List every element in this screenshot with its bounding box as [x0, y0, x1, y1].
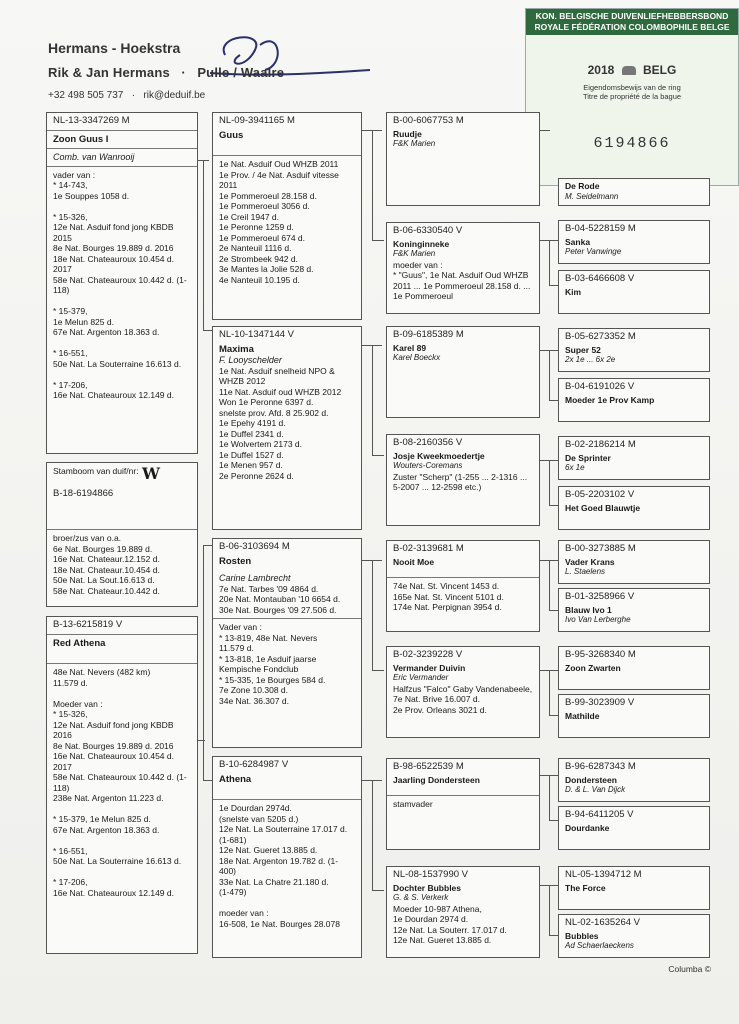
connector: [549, 240, 550, 285]
ring-number: NL-13-3347269 M: [53, 115, 130, 126]
connector: [549, 460, 550, 505]
g4-card: [558, 588, 710, 632]
results-notes: Moeder 10-987 Athena, 1e Dourdan 2974 d. 12e Nat. La Souterr. 17.017 d. 12e Nat. Gueret 13.885 d.: [393, 903, 507, 945]
ring-number: NL-08-1537990 V: [393, 869, 468, 880]
breeder-name: Comb. van Wanrooij: [53, 152, 135, 162]
pigeon-name: Bubbles: [565, 930, 599, 941]
ring-number: B-06-3103694 M: [219, 541, 290, 552]
pigeon-name: Guus: [219, 129, 244, 141]
subject-card: [46, 462, 198, 607]
g4-card: [558, 486, 710, 530]
connector: [372, 670, 384, 671]
federation-title-nl: KON. BELGISCHE DUIVENLIEFHEBBERSBOND: [535, 11, 729, 21]
ring-number: B-08-2160356 V: [393, 437, 463, 448]
connector: [372, 455, 384, 456]
pigeon-name: Kim: [565, 286, 582, 297]
connector: [549, 505, 558, 506]
breeder-name: 6x 1e: [565, 463, 585, 472]
pigeon-name: The Force: [565, 882, 606, 893]
mother-card: [46, 616, 198, 954]
ring-number: B-06-6330540 V: [393, 225, 463, 236]
connector: [203, 545, 204, 780]
ring-number: NL-05-1394712 M: [565, 869, 642, 880]
connector: [549, 775, 550, 820]
divider: [47, 166, 197, 167]
ring-number: B-99-3023909 V: [565, 697, 635, 708]
grandparent-card: [212, 538, 362, 748]
breeder-name: M. Seidelmann: [565, 191, 619, 201]
divider: [213, 155, 361, 156]
pigeon-name: Het Goed Blauwtje: [565, 502, 641, 513]
pigeon-name: Blauw Ivo 1: [565, 604, 612, 615]
breeder-name: Carine Lambrecht: [219, 573, 291, 583]
header-separator: ·: [181, 65, 186, 80]
ring-number: B-04-5228159 M: [565, 223, 636, 234]
connector: [372, 240, 384, 241]
g4-card: [558, 758, 710, 802]
connector: [549, 935, 558, 936]
g4-card: [558, 540, 710, 584]
pigeon-name: De Rode: [565, 181, 600, 191]
divider: [387, 577, 539, 578]
results-notes: 74e Nat. St. Vincent 1453 d. 165e Nat. St. Vincent 5101 d. 174e Nat. Perpignan 3954 d.: [393, 581, 504, 612]
pigeon-name: Dochter Bubbles: [393, 882, 462, 893]
ring-number: B-05-2203102 V: [565, 489, 635, 500]
g4-card: [558, 378, 710, 422]
stamp-ring-number: 6194866: [593, 135, 671, 152]
great-grandparent-card: [386, 112, 540, 206]
phone-number: +32 498 505 737: [48, 90, 124, 101]
email-address: rik@deduif.be: [143, 90, 206, 101]
great-grandparent-card: [386, 758, 540, 850]
father-card: [46, 112, 198, 454]
connector: [549, 285, 558, 286]
handwritten-mark: W: [142, 464, 160, 483]
ring-number: B-94-6411205 V: [565, 809, 634, 820]
pigeon-name: Zoon Zwarten: [565, 662, 621, 673]
divider: [47, 148, 197, 149]
offspring-notes: Vader van : * 13-819, 48e Nat. Nevers 11.579 d. * 13-818, 1e Asduif jaarse Kempische Fondclub * 15-335, 1e Bourges 584 d. 7e Zone 10.308 d. 34e Nat. 36.307 d.: [219, 622, 326, 706]
pigeon-name: Vermander Duivin: [393, 662, 466, 673]
divider: [213, 799, 361, 800]
header-contact: [48, 90, 205, 101]
header-subtitle: [48, 65, 284, 80]
breeder-name: Eric Vermander: [393, 673, 449, 682]
pigeon-name: Nooit Moe: [393, 556, 435, 567]
ring-certificate-sticker: [525, 8, 739, 186]
connector: [549, 820, 558, 821]
connector: [372, 345, 373, 455]
results-notes: 1e Nat. Asduif snelheid NPO & WHZB 2012 11e Nat. Asduif oud WHZB 2012 Won 1e Peronne 6397 d. snelste prov. Afd. 8 25.902 d. 1e Epehy 4191 d. 1e Duffel 2341 d. 1e Wolvertem 2173 d. 1e Duffel 1527 d. 1e Menen 957 d. 2e Peronne 2624 d.: [219, 365, 342, 481]
breeder-name: Karel Boeckx: [393, 353, 441, 362]
pigeon-name: Sanka: [565, 236, 591, 247]
g4-card: [558, 694, 710, 738]
grandparent-card: [212, 112, 362, 320]
connector: [372, 130, 373, 240]
federation-title-fr: ROYALE FÉDÉRATION COLOMBOPHILE BELGE: [534, 22, 730, 32]
results-notes: moeder van : * "Guus", 1e Nat. Asduif Oud WHZB 2011 ... 1e Pommeroeul 28.158 d. ... 1e Pommeroeul: [393, 259, 531, 301]
results-notes: stamvader: [393, 799, 433, 809]
ring-number: NL-02-1635264 V: [565, 917, 640, 928]
connector: [549, 885, 550, 935]
results-notes: Zuster "Scherp" (1-255 ... 2-1316 ... 5-2007 ... 12-2598 etc.): [393, 471, 528, 492]
pigeon-name: Dourdanke: [565, 822, 610, 833]
ring-number: B-95-3268340 M: [565, 649, 636, 660]
breeder-name: L. Staelens: [565, 567, 606, 576]
stamp-line-fr: Titre de propriété de la bague: [582, 92, 682, 101]
ring-number: B-10-6284987 V: [219, 759, 289, 770]
g4-card: [558, 914, 710, 958]
great-grandparent-card: [386, 434, 540, 526]
header-name: Hermans - Hoekstra: [48, 40, 181, 56]
grandparent-card: [212, 326, 362, 530]
pigeon-name: De Sprinter: [565, 452, 611, 463]
breeder-name: Ivo Van Lerberghe: [565, 615, 631, 624]
stamp-subtitle: [526, 83, 738, 101]
footer-credit: Columba ©: [668, 964, 711, 974]
pigeon-name: Zoon Guus I: [53, 133, 109, 145]
great-grandparent-card: [386, 646, 540, 738]
pigeon-name: Super 52: [565, 344, 601, 355]
connector: [549, 610, 558, 611]
subject-heading: Stamboom van duif/nr:: [53, 466, 139, 476]
ring-number: B-00-3273885 M: [565, 543, 636, 554]
breeder-name: 2x 1e ... 6x 2e: [565, 355, 616, 364]
connector: [540, 130, 550, 131]
contact-separator: ·: [131, 90, 136, 101]
g4-card: [558, 806, 710, 850]
grandparent-card: [212, 756, 362, 958]
ring-number: NL-09-3941165 M: [219, 115, 295, 126]
divider: [213, 618, 361, 619]
g4-card: [558, 646, 710, 690]
stamp-country: BELG: [643, 63, 677, 77]
header-location: Pulle / Waalre: [197, 65, 285, 80]
divider: [47, 529, 197, 530]
subject-ring-number: B-18-6194866: [53, 487, 114, 499]
breeder-name: F&K Marien: [393, 249, 436, 258]
ring-number: B-98-6522539 M: [393, 761, 464, 772]
ring-number: B-03-6466608 V: [565, 273, 635, 284]
breeder-name: Ad Schaerlaeckens: [565, 941, 634, 950]
ring-number: B-96-6287343 M: [565, 761, 636, 772]
connector: [372, 890, 384, 891]
breeder-name: D. & L. Van Dijck: [565, 785, 626, 794]
pigeon-name: Athena: [219, 773, 252, 785]
federation-banner: [526, 9, 738, 35]
ring-number: B-00-6067753 M: [393, 115, 464, 126]
divider: [387, 795, 539, 796]
results-notes: 1e Nat. Asduif Oud WHZB 2011 1e Prov. / 4e Nat. Asduif vitesse 2011 1e Pommeroeul 28.158 d. 1e Pommeroeul 3056 d. 1e Creil 1947 d. 1e Peronne 1259 d. 1e Pommeroeul 674 d. 2e Nanteuil 1116 d. 2e Strombeek 942 d. 3e Mantes la Jolie 528 d. 4e Nanteuil 10.195 d.: [219, 159, 339, 285]
ring-number: B-04-6191026 V: [565, 381, 635, 392]
ring-number: B-02-2186214 M: [565, 439, 636, 450]
ring-number: NL-10-1347144 V: [219, 329, 294, 340]
pigeon-name: Karel 89: [393, 342, 427, 353]
breeder-name: F. Looyschelder: [219, 355, 282, 365]
results-notes: 48e Nat. Nevers (482 km) 11.579 d. Moeder van : * 15-326, 12e Nat. Asduif fond jong KBDB 2016 8e Nat. Bourges 19.889 d. 2016 16e Nat. Chateauroux 10.454 d. 2017 58e Nat. Chateauroux 10.442 d. (1-118) 238e Nat. Argenton 11.223 d. * 15-379, 1e Melun 825 d. 67e Nat. Argenton 18.363 d. * 16-551, 50e Nat. La Souterraine 16.613 d. * 17-206, 16e Nat. Chateauroux 12.149 d.: [53, 667, 187, 898]
pigeon-name: Koninginneke: [393, 238, 450, 249]
pigeon-name: Moeder 1e Prov Kamp: [565, 394, 655, 405]
connector: [549, 400, 558, 401]
sibling-results: broer/zus van o.a. 6e Nat. Bourges 19.889 d. 16e Nat. Chateaur.12.152 d. 18e Nat. Chateaur.10.454 d. 50e Nat. La Sout.16.613 d. 58e Nat. Chateaur.10.442 d.: [53, 533, 160, 596]
ring-number: B-02-3139681 M: [393, 543, 464, 554]
connector: [549, 350, 550, 400]
great-grandparent-card: [386, 866, 540, 958]
ring-number: B-02-3239228 V: [393, 649, 463, 660]
breeder-name: G. & S. Verkerk: [393, 893, 449, 902]
pigeon-name: Red Athena: [53, 637, 106, 649]
pigeon-name: Josje Kweekmoedertje: [393, 450, 485, 461]
pigeon-name: Vader Krans: [565, 556, 615, 567]
header-owners: Rik & Jan Hermans: [48, 65, 170, 80]
divider: [47, 634, 197, 635]
pigeon-name: Rosten: [219, 555, 252, 567]
great-grandparent-card: [386, 326, 540, 418]
crown-icon: [622, 66, 636, 75]
divider: [47, 130, 197, 131]
g4-card: [558, 178, 710, 206]
ring-number: B-09-6185389 M: [393, 329, 464, 340]
stamp-year: 2018: [587, 63, 615, 77]
pigeon-name: Mathilde: [565, 710, 600, 721]
connector: [372, 560, 373, 670]
ring-number: B-13-6215819 V: [53, 619, 123, 630]
connector: [372, 780, 373, 890]
results-notes: 1e Dourdan 2974d. (snelste van 5205 d.) 12e Nat. La Souterraine 17.017 d. (1-681) 12e Nat. Gueret 13.885 d. 18e Nat. Argenton 19.782 d. (1-400) 33e Nat. La Chatre 21.180 d. (1-479) moeder van : 16-508, 1e Nat. Bourges 28.078: [219, 803, 348, 929]
g4-card: [558, 866, 710, 910]
breeder-name: Wouters-Coremans: [393, 461, 463, 470]
g4-card: [558, 328, 710, 372]
connector: [549, 560, 550, 610]
ring-number: B-05-6273352 M: [565, 331, 636, 342]
pigeon-name: Ruudje: [393, 128, 422, 139]
pigeon-name: Dondersteen: [565, 774, 617, 785]
divider: [47, 663, 197, 664]
great-grandparent-card: [386, 222, 540, 314]
stamp-line-nl: Eigendomsbewijs van de ring: [583, 83, 681, 92]
breeder-name: F&K Marien: [393, 139, 436, 148]
pigeon-name: Jaarling Dondersteen: [393, 774, 480, 785]
pigeon-name: Maxima: [219, 343, 254, 355]
stamp-year-country: [526, 63, 738, 77]
great-grandparent-card: [386, 540, 540, 632]
results-notes: vader van : * 14-743, 1e Souppes 1058 d. * 15-326, 12e Nat. Asduif fond jong KBDB 2015 8e Nat. Bourges 19.889 d. 2016 18e Nat. Chateauroux 10.454 d. 2017 58e Nat. Chateauroux 10.442 d. (1-118) * 15-379, 1e Melun 825 d. 67e Nat. Argenton 18.363 d. * 16-551, 50e Nat. La Souterraine 16.613 d. * 17-206, 16e Nat. Chateauroux 12.149 d.: [53, 169, 187, 400]
ring-number: B-01-3258966 V: [565, 591, 635, 602]
connector: [549, 715, 558, 716]
g4-card: [558, 270, 710, 314]
connector: [203, 160, 204, 330]
g4-card: [558, 436, 710, 480]
g4-card: [558, 220, 710, 264]
results-notes: Halfzus "Falco" Gaby Vandenabeele, 7e Nat. Brive 16.007 d. 2e Prov. Orleans 3021 d.: [393, 683, 533, 715]
connector: [549, 670, 550, 715]
results-notes: 7e Nat. Tarbes '09 4864 d. 20e Nat. Montauban '10 6654 d. 30e Nat. Bourges '09 27.506 d.: [219, 583, 341, 615]
breeder-name: Peter Vanwinge: [565, 247, 622, 256]
